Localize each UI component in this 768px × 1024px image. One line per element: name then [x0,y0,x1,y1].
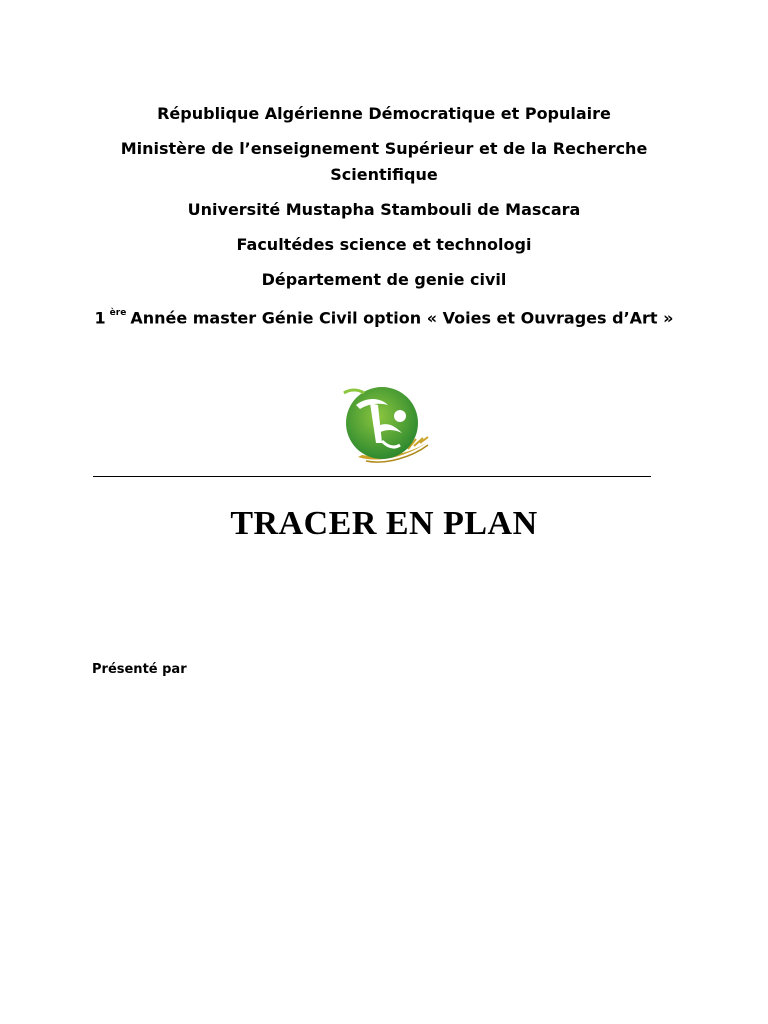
header-ministry: Ministère de l’enseignement Supérieur et de la Recherche Scientifique [120,139,648,184]
horizontal-divider [93,476,651,477]
header-program [0,302,768,331]
program-year-superscript: ère [109,308,127,318]
document-title: TRACER EN PLAN [230,505,538,542]
presented-by-label: Présenté par [92,662,187,677]
header-university: Université Mustapha Stambouli de Mascara [187,200,581,219]
header-faculty: Facultédes science et technologi [236,235,532,254]
program-year-number: 1 [94,308,106,328]
institution-header [0,101,768,340]
university-logo-icon [336,383,436,467]
program-name: Année master Génie Civil option « Voies et Ouvrages d’Art » [130,308,674,328]
header-republic: République Algérienne Démocratique et Populaire [157,104,611,123]
header-department: Département de genie civil [261,270,507,289]
